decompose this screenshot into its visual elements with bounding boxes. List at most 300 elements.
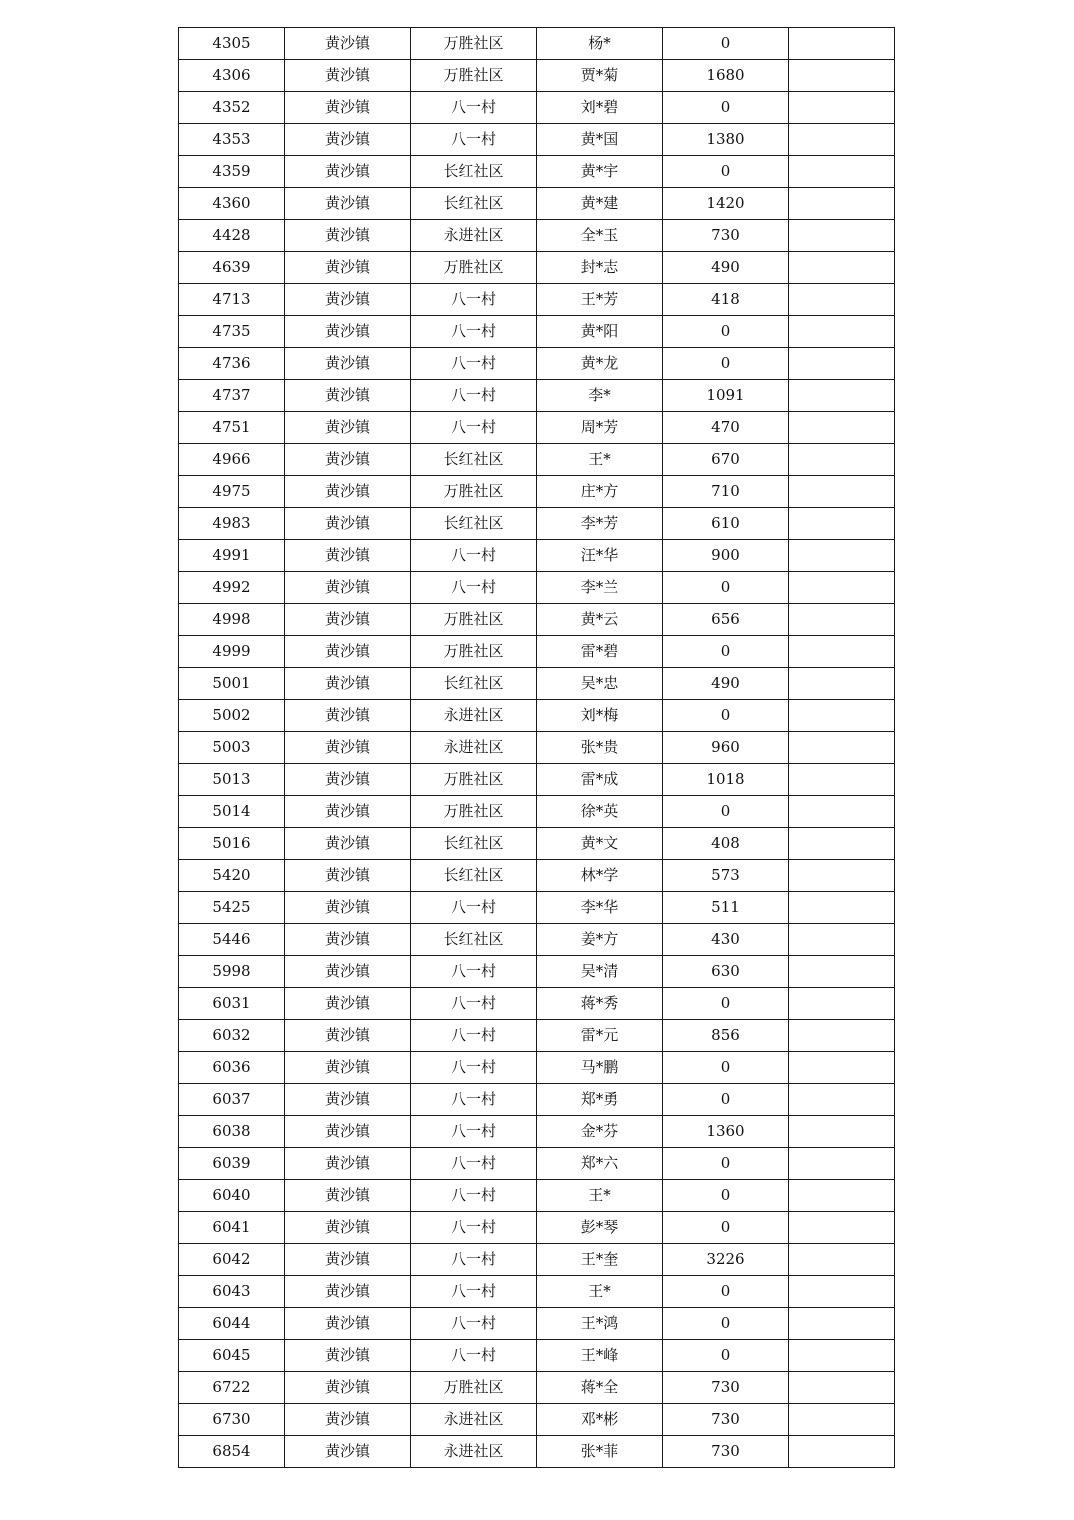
- table-row: [179, 604, 895, 636]
- town-cell: 黄沙镇: [285, 28, 411, 60]
- village-cell: 八一村: [411, 892, 537, 924]
- name-cell: 刘*碧: [537, 92, 663, 124]
- record-id-cell: 4998: [179, 604, 285, 636]
- amount-cell: 1420: [663, 188, 789, 220]
- name-cell: 全*玉: [537, 220, 663, 252]
- name-cell: 李*芳: [537, 508, 663, 540]
- amount-cell: 1018: [663, 764, 789, 796]
- name-cell: 金*芬: [537, 1116, 663, 1148]
- village-cell: 万胜社区: [411, 252, 537, 284]
- record-id-cell: 5998: [179, 956, 285, 988]
- table-row: [179, 380, 895, 412]
- table-row: [179, 412, 895, 444]
- amount-cell: 0: [663, 1148, 789, 1180]
- note-cell: [789, 1436, 895, 1468]
- amount-cell: 610: [663, 508, 789, 540]
- town-cell: 黄沙镇: [285, 252, 411, 284]
- village-cell: 八一村: [411, 1180, 537, 1212]
- village-cell: 长红社区: [411, 156, 537, 188]
- village-cell: 八一村: [411, 1148, 537, 1180]
- table-row: [179, 1052, 895, 1084]
- village-cell: 万胜社区: [411, 28, 537, 60]
- town-cell: 黄沙镇: [285, 92, 411, 124]
- note-cell: [789, 988, 895, 1020]
- amount-cell: 0: [663, 796, 789, 828]
- village-cell: 万胜社区: [411, 60, 537, 92]
- amount-cell: 0: [663, 1180, 789, 1212]
- note-cell: [789, 124, 895, 156]
- note-cell: [789, 1212, 895, 1244]
- town-cell: 黄沙镇: [285, 1052, 411, 1084]
- town-cell: 黄沙镇: [285, 828, 411, 860]
- amount-cell: 900: [663, 540, 789, 572]
- record-id-cell: 5003: [179, 732, 285, 764]
- record-id-cell: 6722: [179, 1372, 285, 1404]
- record-id-cell: 6043: [179, 1276, 285, 1308]
- amount-cell: 730: [663, 1372, 789, 1404]
- village-cell: 八一村: [411, 92, 537, 124]
- record-id-cell: 6045: [179, 1340, 285, 1372]
- table-row: [179, 252, 895, 284]
- table-row: [179, 1212, 895, 1244]
- note-cell: [789, 156, 895, 188]
- town-cell: 黄沙镇: [285, 1148, 411, 1180]
- table-row: [179, 668, 895, 700]
- record-id-cell: 4751: [179, 412, 285, 444]
- table-row: [179, 476, 895, 508]
- town-cell: 黄沙镇: [285, 1180, 411, 1212]
- table-row: [179, 796, 895, 828]
- town-cell: 黄沙镇: [285, 476, 411, 508]
- amount-cell: 730: [663, 1436, 789, 1468]
- amount-cell: 470: [663, 412, 789, 444]
- table-row: [179, 1116, 895, 1148]
- roster-table: [178, 27, 895, 1468]
- town-cell: 黄沙镇: [285, 156, 411, 188]
- village-cell: 八一村: [411, 1340, 537, 1372]
- amount-cell: 960: [663, 732, 789, 764]
- town-cell: 黄沙镇: [285, 508, 411, 540]
- table-row: [179, 508, 895, 540]
- note-cell: [789, 348, 895, 380]
- village-cell: 八一村: [411, 412, 537, 444]
- amount-cell: 0: [663, 1340, 789, 1372]
- village-cell: 长红社区: [411, 508, 537, 540]
- village-cell: 八一村: [411, 1020, 537, 1052]
- name-cell: 王*: [537, 1276, 663, 1308]
- record-id-cell: 5001: [179, 668, 285, 700]
- table-row: [179, 92, 895, 124]
- note-cell: [789, 1372, 895, 1404]
- note-cell: [789, 604, 895, 636]
- table-row: [179, 60, 895, 92]
- town-cell: 黄沙镇: [285, 732, 411, 764]
- town-cell: 黄沙镇: [285, 188, 411, 220]
- amount-cell: 511: [663, 892, 789, 924]
- name-cell: 李*兰: [537, 572, 663, 604]
- name-cell: 吴*清: [537, 956, 663, 988]
- record-id-cell: 4992: [179, 572, 285, 604]
- note-cell: [789, 764, 895, 796]
- town-cell: 黄沙镇: [285, 796, 411, 828]
- town-cell: 黄沙镇: [285, 892, 411, 924]
- amount-cell: 670: [663, 444, 789, 476]
- name-cell: 邓*彬: [537, 1404, 663, 1436]
- town-cell: 黄沙镇: [285, 604, 411, 636]
- town-cell: 黄沙镇: [285, 1340, 411, 1372]
- name-cell: 雷*碧: [537, 636, 663, 668]
- amount-cell: 0: [663, 700, 789, 732]
- note-cell: [789, 508, 895, 540]
- name-cell: 黄*国: [537, 124, 663, 156]
- table-row: [179, 444, 895, 476]
- table-row: [179, 1404, 895, 1436]
- record-id-cell: 4737: [179, 380, 285, 412]
- table-row: [179, 572, 895, 604]
- amount-cell: 0: [663, 988, 789, 1020]
- table-row: [179, 348, 895, 380]
- table-row: [179, 540, 895, 572]
- note-cell: [789, 1244, 895, 1276]
- note-cell: [789, 1276, 895, 1308]
- village-cell: 万胜社区: [411, 604, 537, 636]
- town-cell: 黄沙镇: [285, 1308, 411, 1340]
- table-row: [179, 1372, 895, 1404]
- amount-cell: 0: [663, 28, 789, 60]
- record-id-cell: 6032: [179, 1020, 285, 1052]
- name-cell: 雷*成: [537, 764, 663, 796]
- table-row: [179, 124, 895, 156]
- name-cell: 王*: [537, 1180, 663, 1212]
- amount-cell: 656: [663, 604, 789, 636]
- table-row: [179, 156, 895, 188]
- town-cell: 黄沙镇: [285, 1276, 411, 1308]
- note-cell: [789, 668, 895, 700]
- amount-cell: 0: [663, 348, 789, 380]
- village-cell: 八一村: [411, 316, 537, 348]
- table-row: [179, 988, 895, 1020]
- table-row: [179, 700, 895, 732]
- village-cell: 长红社区: [411, 668, 537, 700]
- note-cell: [789, 1308, 895, 1340]
- table-row: [179, 636, 895, 668]
- note-cell: [789, 828, 895, 860]
- amount-cell: 0: [663, 636, 789, 668]
- record-id-cell: 4991: [179, 540, 285, 572]
- village-cell: 长红社区: [411, 188, 537, 220]
- amount-cell: 1360: [663, 1116, 789, 1148]
- name-cell: 徐*英: [537, 796, 663, 828]
- table-row: [179, 860, 895, 892]
- table-row: [179, 316, 895, 348]
- record-id-cell: 5425: [179, 892, 285, 924]
- note-cell: [789, 1052, 895, 1084]
- town-cell: 黄沙镇: [285, 284, 411, 316]
- amount-cell: 630: [663, 956, 789, 988]
- table-row: [179, 828, 895, 860]
- note-cell: [789, 700, 895, 732]
- record-id-cell: 4428: [179, 220, 285, 252]
- note-cell: [789, 892, 895, 924]
- town-cell: 黄沙镇: [285, 1020, 411, 1052]
- name-cell: 黄*文: [537, 828, 663, 860]
- table-row: [179, 1244, 895, 1276]
- village-cell: 永进社区: [411, 1404, 537, 1436]
- town-cell: 黄沙镇: [285, 572, 411, 604]
- name-cell: 刘*梅: [537, 700, 663, 732]
- record-id-cell: 6042: [179, 1244, 285, 1276]
- amount-cell: 0: [663, 92, 789, 124]
- town-cell: 黄沙镇: [285, 924, 411, 956]
- record-id-cell: 4306: [179, 60, 285, 92]
- note-cell: [789, 28, 895, 60]
- name-cell: 封*志: [537, 252, 663, 284]
- table-row: [179, 1308, 895, 1340]
- record-id-cell: 5014: [179, 796, 285, 828]
- note-cell: [789, 252, 895, 284]
- town-cell: 黄沙镇: [285, 348, 411, 380]
- amount-cell: 1091: [663, 380, 789, 412]
- name-cell: 李*华: [537, 892, 663, 924]
- town-cell: 黄沙镇: [285, 1404, 411, 1436]
- table-row: [179, 188, 895, 220]
- name-cell: 汪*华: [537, 540, 663, 572]
- town-cell: 黄沙镇: [285, 956, 411, 988]
- note-cell: [789, 92, 895, 124]
- town-cell: 黄沙镇: [285, 1116, 411, 1148]
- village-cell: 永进社区: [411, 220, 537, 252]
- amount-cell: 730: [663, 1404, 789, 1436]
- note-cell: [789, 1084, 895, 1116]
- note-cell: [789, 1340, 895, 1372]
- village-cell: 八一村: [411, 1052, 537, 1084]
- table-row: [179, 764, 895, 796]
- town-cell: 黄沙镇: [285, 316, 411, 348]
- town-cell: 黄沙镇: [285, 1212, 411, 1244]
- table-row: [179, 956, 895, 988]
- name-cell: 王*芳: [537, 284, 663, 316]
- note-cell: [789, 924, 895, 956]
- note-cell: [789, 636, 895, 668]
- town-cell: 黄沙镇: [285, 1084, 411, 1116]
- village-cell: 长红社区: [411, 444, 537, 476]
- name-cell: 蒋*全: [537, 1372, 663, 1404]
- record-id-cell: 4359: [179, 156, 285, 188]
- village-cell: 八一村: [411, 1116, 537, 1148]
- record-id-cell: 4305: [179, 28, 285, 60]
- village-cell: 长红社区: [411, 860, 537, 892]
- record-id-cell: 6036: [179, 1052, 285, 1084]
- record-id-cell: 6038: [179, 1116, 285, 1148]
- name-cell: 王*: [537, 444, 663, 476]
- name-cell: 林*学: [537, 860, 663, 892]
- name-cell: 黄*宇: [537, 156, 663, 188]
- table-row: [179, 28, 895, 60]
- town-cell: 黄沙镇: [285, 764, 411, 796]
- town-cell: 黄沙镇: [285, 220, 411, 252]
- note-cell: [789, 572, 895, 604]
- record-id-cell: 4352: [179, 92, 285, 124]
- table-row: [179, 220, 895, 252]
- amount-cell: 1380: [663, 124, 789, 156]
- village-cell: 八一村: [411, 380, 537, 412]
- note-cell: [789, 1148, 895, 1180]
- record-id-cell: 6039: [179, 1148, 285, 1180]
- name-cell: 马*鹏: [537, 1052, 663, 1084]
- table-row: [179, 1436, 895, 1468]
- village-cell: 八一村: [411, 572, 537, 604]
- amount-cell: 0: [663, 1084, 789, 1116]
- table-row: [179, 284, 895, 316]
- town-cell: 黄沙镇: [285, 1372, 411, 1404]
- name-cell: 黄*建: [537, 188, 663, 220]
- village-cell: 万胜社区: [411, 476, 537, 508]
- record-id-cell: 4983: [179, 508, 285, 540]
- name-cell: 黄*阳: [537, 316, 663, 348]
- record-id-cell: 5420: [179, 860, 285, 892]
- name-cell: 周*芳: [537, 412, 663, 444]
- record-id-cell: 6031: [179, 988, 285, 1020]
- town-cell: 黄沙镇: [285, 1244, 411, 1276]
- amount-cell: 490: [663, 252, 789, 284]
- amount-cell: 0: [663, 1212, 789, 1244]
- note-cell: [789, 412, 895, 444]
- record-id-cell: 5446: [179, 924, 285, 956]
- village-cell: 永进社区: [411, 1436, 537, 1468]
- record-id-cell: 4975: [179, 476, 285, 508]
- name-cell: 王*奎: [537, 1244, 663, 1276]
- amount-cell: 430: [663, 924, 789, 956]
- village-cell: 八一村: [411, 1212, 537, 1244]
- note-cell: [789, 956, 895, 988]
- record-id-cell: 5016: [179, 828, 285, 860]
- note-cell: [789, 476, 895, 508]
- village-cell: 八一村: [411, 988, 537, 1020]
- amount-cell: 0: [663, 316, 789, 348]
- record-id-cell: 5013: [179, 764, 285, 796]
- name-cell: 姜*方: [537, 924, 663, 956]
- village-cell: 八一村: [411, 1244, 537, 1276]
- village-cell: 八一村: [411, 956, 537, 988]
- name-cell: 黄*云: [537, 604, 663, 636]
- table-row: [179, 1180, 895, 1212]
- village-cell: 八一村: [411, 1276, 537, 1308]
- record-id-cell: 4999: [179, 636, 285, 668]
- village-cell: 八一村: [411, 348, 537, 380]
- village-cell: 长红社区: [411, 924, 537, 956]
- amount-cell: 573: [663, 860, 789, 892]
- amount-cell: 0: [663, 1308, 789, 1340]
- name-cell: 黄*龙: [537, 348, 663, 380]
- note-cell: [789, 1020, 895, 1052]
- record-id-cell: 4736: [179, 348, 285, 380]
- village-cell: 长红社区: [411, 828, 537, 860]
- amount-cell: 0: [663, 156, 789, 188]
- table-row: [179, 924, 895, 956]
- note-cell: [789, 796, 895, 828]
- village-cell: 万胜社区: [411, 796, 537, 828]
- village-cell: 永进社区: [411, 732, 537, 764]
- amount-cell: 710: [663, 476, 789, 508]
- amount-cell: 730: [663, 220, 789, 252]
- village-cell: 万胜社区: [411, 636, 537, 668]
- village-cell: 永进社区: [411, 700, 537, 732]
- note-cell: [789, 1116, 895, 1148]
- amount-cell: 408: [663, 828, 789, 860]
- name-cell: 蒋*秀: [537, 988, 663, 1020]
- village-cell: 万胜社区: [411, 1372, 537, 1404]
- note-cell: [789, 316, 895, 348]
- record-id-cell: 4353: [179, 124, 285, 156]
- roster-table-body: [179, 28, 895, 1468]
- record-id-cell: 6854: [179, 1436, 285, 1468]
- town-cell: 黄沙镇: [285, 380, 411, 412]
- name-cell: 王*峰: [537, 1340, 663, 1372]
- note-cell: [789, 540, 895, 572]
- note-cell: [789, 860, 895, 892]
- village-cell: 八一村: [411, 540, 537, 572]
- record-id-cell: 5002: [179, 700, 285, 732]
- note-cell: [789, 1180, 895, 1212]
- village-cell: 八一村: [411, 284, 537, 316]
- record-id-cell: 4966: [179, 444, 285, 476]
- amount-cell: 856: [663, 1020, 789, 1052]
- town-cell: 黄沙镇: [285, 636, 411, 668]
- record-id-cell: 6730: [179, 1404, 285, 1436]
- note-cell: [789, 284, 895, 316]
- note-cell: [789, 444, 895, 476]
- note-cell: [789, 732, 895, 764]
- town-cell: 黄沙镇: [285, 700, 411, 732]
- name-cell: 杨*: [537, 28, 663, 60]
- amount-cell: 3226: [663, 1244, 789, 1276]
- name-cell: 贾*菊: [537, 60, 663, 92]
- village-cell: 八一村: [411, 124, 537, 156]
- note-cell: [789, 188, 895, 220]
- name-cell: 张*贵: [537, 732, 663, 764]
- name-cell: 郑*六: [537, 1148, 663, 1180]
- amount-cell: 490: [663, 668, 789, 700]
- name-cell: 彭*琴: [537, 1212, 663, 1244]
- town-cell: 黄沙镇: [285, 412, 411, 444]
- note-cell: [789, 60, 895, 92]
- record-id-cell: 4735: [179, 316, 285, 348]
- table-row: [179, 1084, 895, 1116]
- table-row: [179, 1276, 895, 1308]
- amount-cell: 418: [663, 284, 789, 316]
- note-cell: [789, 1404, 895, 1436]
- table-row: [179, 1020, 895, 1052]
- village-cell: 八一村: [411, 1308, 537, 1340]
- name-cell: 王*鸿: [537, 1308, 663, 1340]
- village-cell: 万胜社区: [411, 764, 537, 796]
- town-cell: 黄沙镇: [285, 860, 411, 892]
- amount-cell: 0: [663, 1052, 789, 1084]
- name-cell: 庄*方: [537, 476, 663, 508]
- amount-cell: 0: [663, 572, 789, 604]
- name-cell: 雷*元: [537, 1020, 663, 1052]
- town-cell: 黄沙镇: [285, 668, 411, 700]
- note-cell: [789, 380, 895, 412]
- table-row: [179, 1148, 895, 1180]
- town-cell: 黄沙镇: [285, 124, 411, 156]
- name-cell: 吴*忠: [537, 668, 663, 700]
- town-cell: 黄沙镇: [285, 444, 411, 476]
- record-id-cell: 6041: [179, 1212, 285, 1244]
- record-id-cell: 6044: [179, 1308, 285, 1340]
- record-id-cell: 4713: [179, 284, 285, 316]
- name-cell: 张*菲: [537, 1436, 663, 1468]
